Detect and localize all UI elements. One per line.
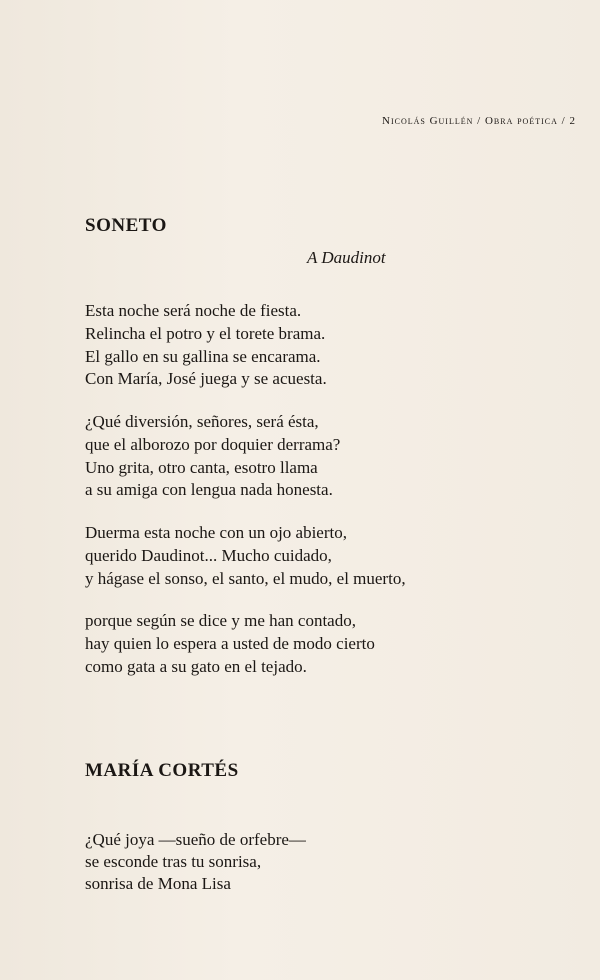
verse-line: hay quien lo espera a usted de modo cierto [85, 633, 375, 653]
verse-line: Relincha el potro y el torete brama. [85, 323, 326, 343]
verse-line: ¿Qué diversión, señores, será ésta, [85, 412, 319, 431]
verse-line: ¿Qué joya —sueño de orfebre— [85, 830, 306, 849]
verse-line: Con María, José juega y se acuesta. [85, 369, 327, 389]
running-head: Nicolás Guillén / Obra poética / 2 [382, 115, 576, 127]
poem-title-soneto: SONETO [85, 215, 167, 236]
verse-line: querido Daudinot... Mucho cuidado, [85, 545, 332, 565]
verse-line: porque según se dice y me han contado, [85, 611, 356, 630]
verse-line: El gallo en su gallina se encarama. [85, 346, 321, 366]
stanza-2 [85, 411, 340, 502]
verse-line: Esta noche será noche de fiesta. [85, 301, 302, 320]
verse-line: Duerma esta noche con un ojo abierto, [85, 523, 347, 542]
verse-line: sonrisa de Mona Lisa [85, 874, 231, 893]
dedication: A Daudinot [307, 248, 386, 267]
stanza-3 [85, 522, 406, 590]
stanza-4 [85, 610, 375, 678]
poem-title-maria-cortes: MARÍA CORTÉS [85, 760, 239, 781]
verse-line: como gata a su gato en el tejado. [85, 656, 307, 676]
stanza-1 [85, 300, 327, 391]
verse-line: a su amiga con lengua nada honesta. [85, 480, 333, 500]
verse-line: se esconde tras tu sonrisa, [85, 852, 262, 871]
verse-line: que el alborozo por doquier derrama? [85, 434, 341, 454]
verse-line: Uno grita, otro canta, esotro llama [85, 457, 318, 477]
verse-line: y hágase el sonso, el santo, el mudo, el muerto, [85, 568, 406, 588]
stanza-maria [85, 829, 306, 895]
